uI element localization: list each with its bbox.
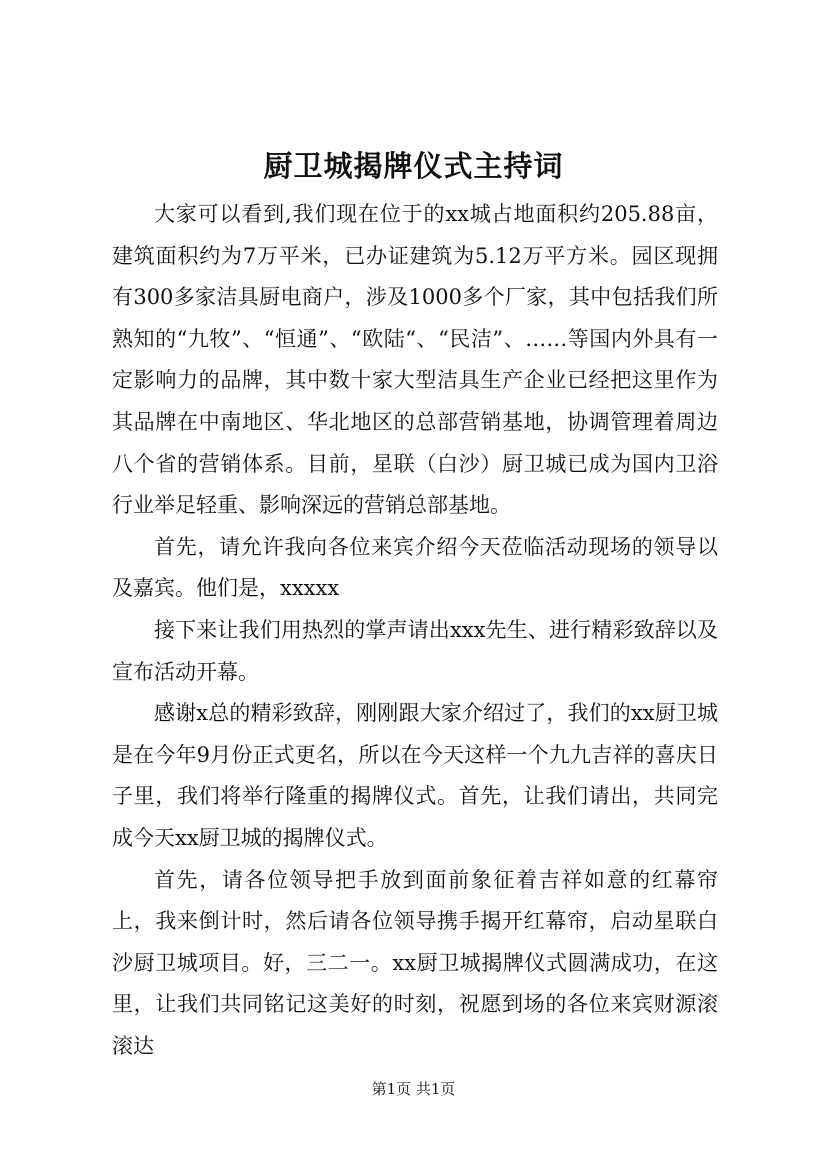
paragraph-unveiling: 首先，请各位领导把手放到面前象征着吉祥如意的红幕帘上，我来倒计时，然后请各位领导携手揭开红幕帘，启动星联白沙厨卫城项目。好，三二一。xx厨卫城揭牌仪式圆满成功，在这里，让我们共同铭记这美好的时刻，祝愿到场的各位来宾财源滚滚达 — [112, 867, 718, 1058]
page-footer — [0, 1079, 827, 1099]
paragraph-thanks: 感谢x总的精彩致辞，刚刚跟大家介绍过了，我们的xx厨卫城是在今年9月份正式更名，所以在今天这样一个九九吉祥的喜庆日子里，我们将举行隆重的揭牌仪式。首先，让我们请出，共同完成今天xx厨卫城的揭牌仪式。 — [112, 701, 718, 850]
paragraph-opening-speech: 接下来让我们用热烈的掌声请出xxx先生、进行精彩致辞以及宣布活动开幕。 — [112, 617, 718, 684]
document-title: 厨卫城揭牌仪式主持词 — [263, 149, 564, 183]
paragraph-site-overview: 大家可以看到,我们现在位于的xx城占地面积约205.88亩，建筑面积约为7万平米，已办证建筑为5.12万平方米。园区现拥有300多家洁具厨电商户，涉及1000多个厂家，其中包括我们所熟知的“九牧”、“恒通”、“欧陆“、“民洁”、……等国内外具有一定影响力的品牌，其中数十家大型洁具生产企业已经把这里作为其品牌在中南地区、华北地区的总部营销基地，协调管理着周边八个省的营销体系。目前，星联（白沙）厨卫城已成为国内卫浴行业举足轻重、影响深远的营销总部基地。 — [112, 202, 718, 518]
page-number: 第1页 共1页 — [371, 1080, 456, 1098]
document-body — [112, 194, 718, 1067]
paragraph-guest-introduction: 首先，请允许我向各位来宾介绍今天莅临活动现场的领导以及嘉宾。他们是，xxxxx — [112, 534, 718, 601]
